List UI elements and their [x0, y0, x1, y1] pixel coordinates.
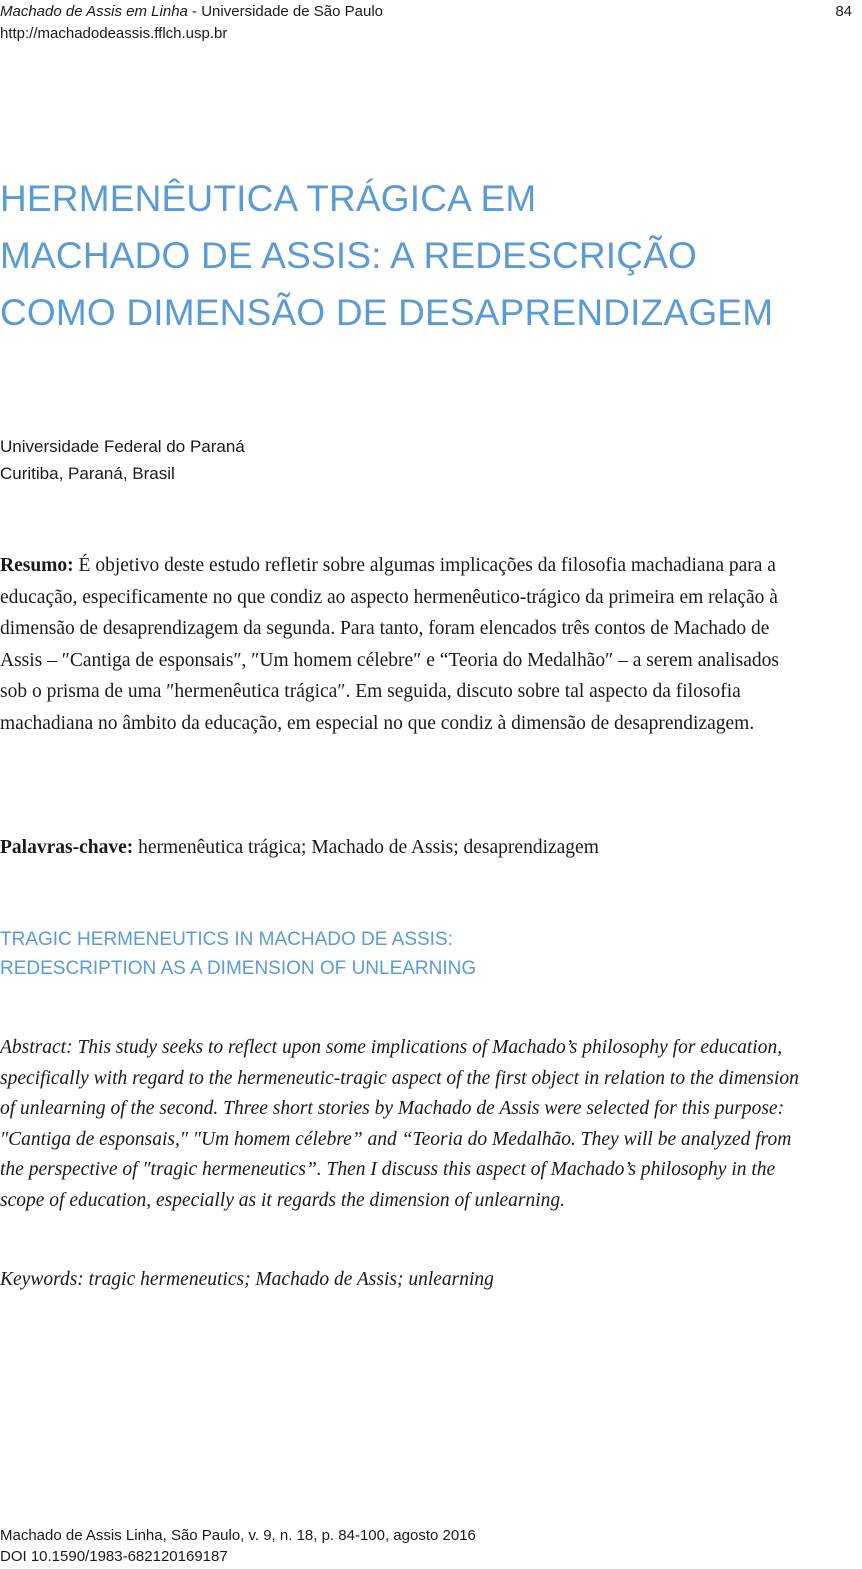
doi[interactable]: DOI 10.1590/1983-682120169187 — [0, 1548, 228, 1565]
keywords-en: Keywords: tragic hermeneutics; Machado de Assis; unlearning — [0, 1269, 494, 1290]
keywords-pt-label: Palavras-chave: — [0, 837, 134, 858]
article-title-en — [0, 925, 476, 983]
abstract-pt-label: Resumo: — [0, 555, 74, 576]
abstract-pt — [0, 550, 800, 739]
journal-name: Machado de Assis em Linha — [0, 3, 188, 20]
title-line-3: COMO DIMENSÃO DE DESAPRENDIZAGEM — [0, 292, 774, 333]
title-line-1: HERMENÊUTICA TRÁGICA EM — [0, 178, 537, 219]
title-en-line-2: REDESCRIPTION AS A DIMENSION OF UNLEARNING — [0, 958, 477, 979]
running-header — [0, 1, 852, 45]
affiliation-institution: Universidade Federal do Paraná — [0, 437, 245, 456]
affiliation-location: Curitiba, Paraná, Brasil — [0, 464, 175, 483]
abstract-pt-text: É objetivo deste estudo refletir sobre algumas implicações da filosofia machadiana para a educação, especificamente no que condiz ao aspecto hermenêutico-trágico da primeira em relação à dimensão de desaprendizagem da segunda. Para tanto, foram elencados três contos de Machado de Assis – ″Cantiga de esponsais″, ″Um homem célebre″ e “Teoria do Medalhão″ – a serem analisados sob o prisma de uma ″hermenêutica trágica″. Em seguida, discuto sobre tal aspecto da filosofia machadiana no âmbito da educação, em especial no que condiz à dimensão de desaprendizagem. — [0, 555, 779, 734]
title-line-2: MACHADO DE ASSIS: A REDESCRIÇÃO — [0, 235, 698, 276]
journal-institution: - Universidade de São Paulo — [187, 3, 384, 20]
title-en-line-1: TRAGIC HERMENEUTICS IN MACHADO DE ASSIS: — [0, 929, 453, 950]
page-number: 84 — [835, 3, 852, 20]
journal-url[interactable]: http://machadodeassis.fflch.usp.br — [0, 25, 228, 42]
journal-line — [0, 1, 852, 23]
abstract-en: Abstract: This study seeks to reflect upon some implications of Machado’s philosophy for education, specifically with regard to the hermeneutic-tragic aspect of the first object in relation to the dimension of unlearning of the second. Three short stories by Machado de Assis were selected for this purpose: ″Cantiga de esponsais,″ ″Um homem célebre” and “Teoria do Medalhão. They will be analyzed from the perspective of ″tragic hermeneutics”. Then I discuss this aspect of Machado’s philosophy in the scope of education, especially as it regards the dimension of unlearning. — [0, 1037, 799, 1211]
citation: Machado de Assis Linha, São Paulo, v. 9, n. 18, p. 84-100, agosto 2016 — [0, 1527, 476, 1544]
keywords-pt — [0, 832, 800, 863]
page-footer — [0, 1525, 476, 1567]
article-title-pt — [0, 170, 860, 341]
affiliation — [0, 433, 245, 487]
keywords-pt-text: hermenêutica trágica; Machado de Assis; desaprendizagem — [133, 837, 599, 858]
